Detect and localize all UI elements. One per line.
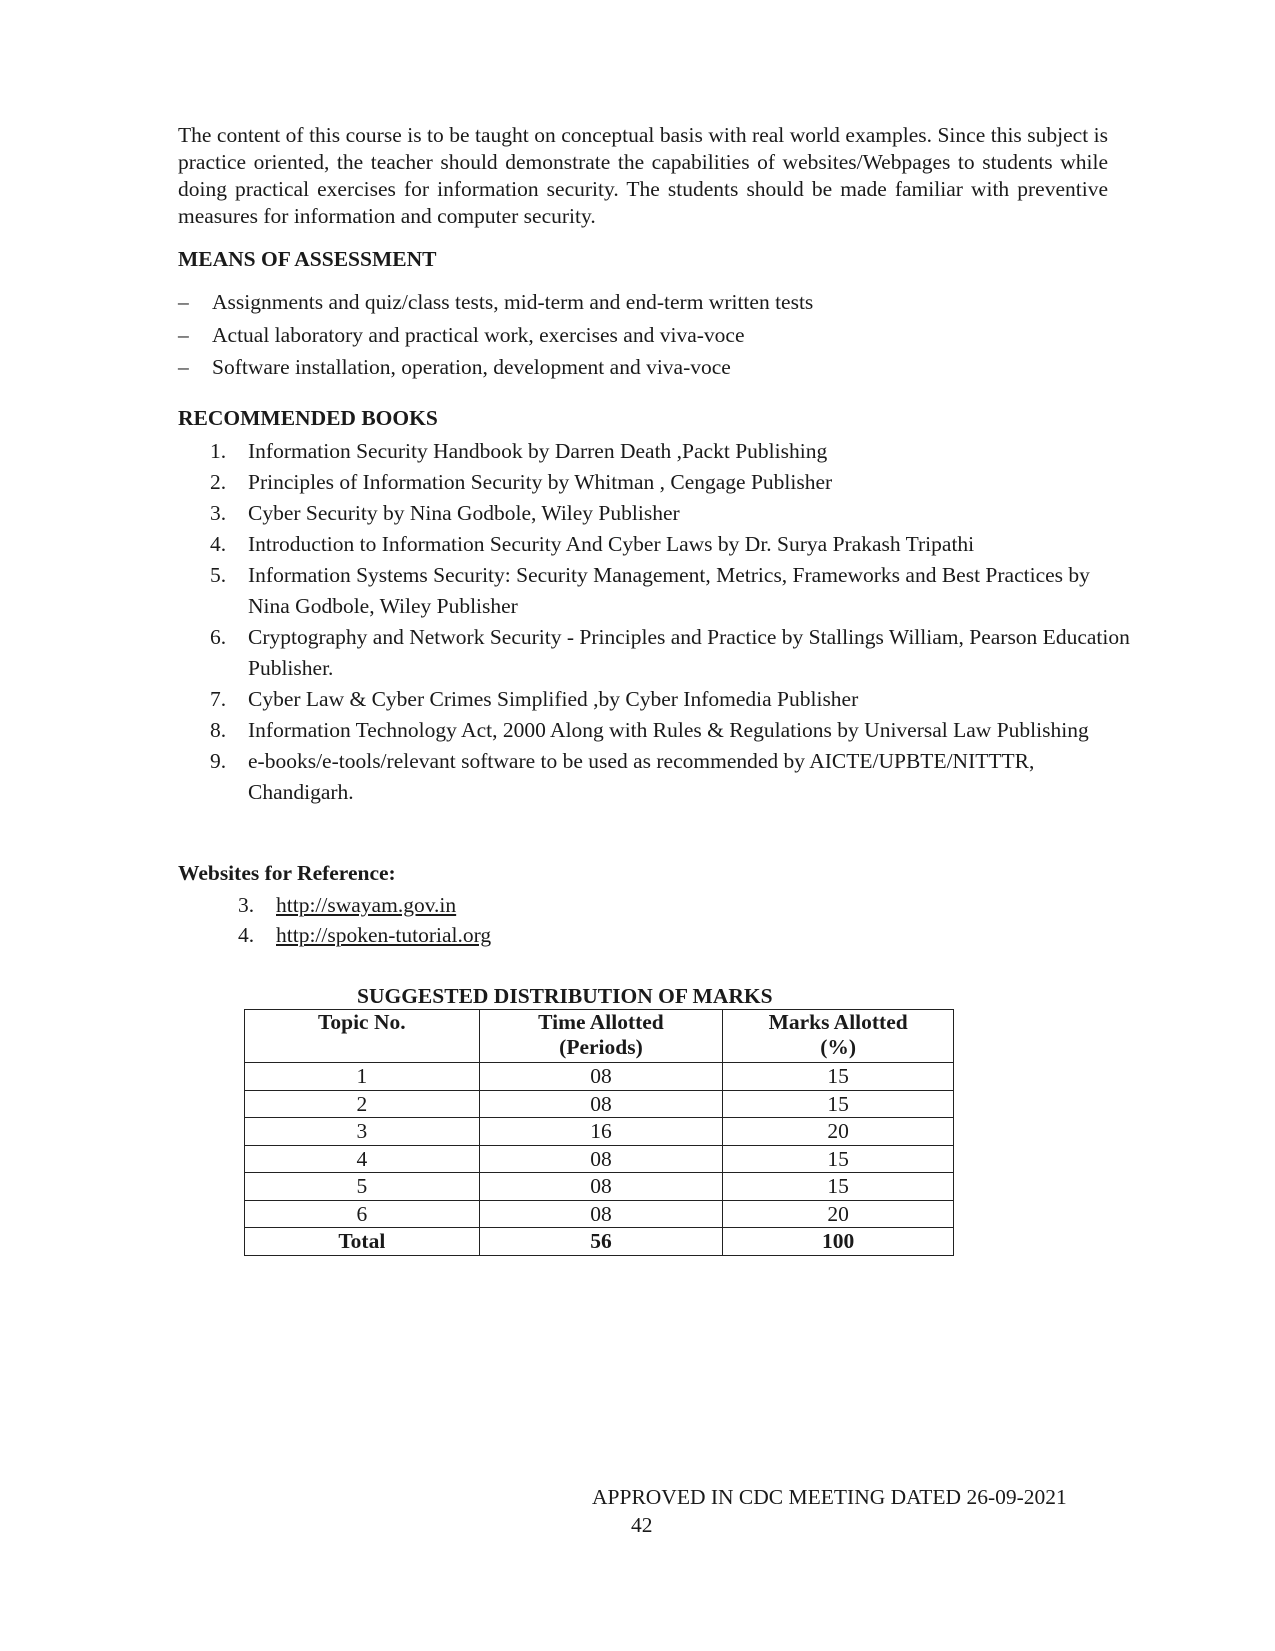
book-item — [210, 684, 1130, 715]
table-row — [245, 1118, 954, 1146]
intro-paragraph: The content of this course is to be taught on conceptual basis with real world examples. Since this subject is practice oriented, the teacher should demonstrate the capabilities of websites/Webpages to students while doing practical exercises for information security. The students should be made familiar with preventive measures for information and computer security. — [178, 123, 1108, 228]
book-text: Principles of Information Security by Whitman , Cengage Publisher — [248, 470, 833, 494]
book-text: Cyber Law & Cyber Crimes Simplified ,by Cyber Infomedia Publisher — [248, 687, 859, 711]
book-number: 1. — [210, 439, 227, 463]
table-cell: 56 — [479, 1228, 723, 1256]
table-row — [245, 1063, 954, 1091]
book-item — [210, 467, 1130, 498]
website-item — [238, 890, 491, 920]
book-text: Cryptography and Network Security - Principles and Practice by Stallings William, Pearson Education Publisher. — [248, 625, 1130, 680]
table-cell: 4 — [245, 1145, 480, 1173]
book-number: 7. — [210, 687, 227, 711]
book-item — [210, 715, 1130, 746]
assessment-item-text: Actual laboratory and practical work, exercises and viva-voce — [212, 322, 745, 347]
book-text: Cyber Security by Nina Godbole, Wiley Publisher — [248, 501, 680, 525]
book-text: e-books/e-tools/relevant software to be used as recommended by AICTE/UPBTE/NITTTR, Chandigarh. — [248, 749, 1035, 804]
assessment-item — [178, 319, 813, 352]
header-topic-no — [245, 1010, 480, 1063]
website-number: 4. — [238, 923, 255, 947]
header-marks-allotted — [723, 1010, 954, 1063]
table-cell: 16 — [479, 1118, 723, 1146]
assessment-item — [178, 286, 813, 319]
dash-bullet: – — [178, 322, 189, 347]
header-line: Time Allotted — [538, 1010, 664, 1034]
table-cell: 20 — [723, 1118, 954, 1146]
book-number: 9. — [210, 749, 227, 773]
table-cell: 08 — [479, 1063, 723, 1091]
header-line: Topic No. — [318, 1010, 406, 1034]
website-item — [238, 920, 491, 950]
book-text: Information Technology Act, 2000 Along with Rules & Regulations by Universal Law Publishing — [248, 718, 1089, 742]
table-cell: 08 — [479, 1090, 723, 1118]
book-text: Information Security Handbook by Darren Death ,Packt Publishing — [248, 439, 828, 463]
table-cell: 5 — [245, 1173, 480, 1201]
book-item — [210, 436, 1130, 467]
table-cell: 08 — [479, 1145, 723, 1173]
book-number: 5. — [210, 563, 227, 587]
marks-table-title: SUGGESTED DISTRIBUTION OF MARKS — [357, 984, 773, 1008]
table-cell: 15 — [723, 1063, 954, 1091]
table-cell: 15 — [723, 1173, 954, 1201]
table-cell: 08 — [479, 1200, 723, 1228]
book-number: 3. — [210, 501, 227, 525]
assessment-item-text: Software installation, operation, development and viva-voce — [212, 355, 731, 379]
table-cell: 3 — [245, 1118, 480, 1146]
book-item — [210, 560, 1130, 622]
website-number: 3. — [238, 893, 255, 917]
table-cell: 100 — [723, 1228, 954, 1256]
dash-bullet: – — [178, 290, 189, 314]
assessment-item — [178, 351, 813, 384]
header-line: (Periods) — [559, 1035, 643, 1059]
book-item — [210, 529, 1130, 560]
dash-bullet: – — [178, 355, 189, 379]
page-number: 42 — [631, 1513, 653, 1537]
book-text: Introduction to Information Security And Cyber Laws by Dr. Surya Prakash Tripathi — [248, 532, 975, 556]
header-line: (%) — [820, 1035, 857, 1059]
book-text: Information Systems Security: Security Management, Metrics, Frameworks and Best Practices by Nina Godbole, Wiley Publisher — [248, 563, 1090, 618]
book-item — [210, 746, 1130, 808]
table-row — [245, 1200, 954, 1228]
table-row — [245, 1173, 954, 1201]
websites-list — [238, 890, 491, 950]
websites-heading: Websites for Reference: — [178, 861, 396, 885]
header-time-allotted — [479, 1010, 723, 1063]
website-link-spoken-tutorial[interactable]: http://spoken-tutorial.org — [276, 923, 492, 947]
book-item — [210, 622, 1130, 684]
assessment-item-text: Assignments and quiz/class tests, mid-term and end-term written tests — [212, 290, 814, 314]
assessment-list — [178, 286, 813, 384]
table-total-row — [245, 1228, 954, 1256]
approval-footer: APPROVED IN CDC MEETING DATED 26-09-2021 — [592, 1485, 1067, 1509]
header-line: Marks Allotted — [768, 1010, 908, 1034]
marks-distribution-table — [244, 1009, 954, 1256]
book-number: 2. — [210, 470, 227, 494]
table-cell: Total — [245, 1228, 480, 1256]
table-cell: 2 — [245, 1090, 480, 1118]
table-row — [245, 1090, 954, 1118]
table-cell: 15 — [723, 1090, 954, 1118]
book-number: 6. — [210, 625, 227, 649]
website-link-swayam[interactable]: http://swayam.gov.in — [276, 893, 457, 917]
table-cell: 6 — [245, 1200, 480, 1228]
assessment-heading: MEANS OF ASSESSMENT — [178, 247, 437, 271]
table-row — [245, 1145, 954, 1173]
table-cell: 20 — [723, 1200, 954, 1228]
books-list — [210, 436, 1130, 808]
book-item — [210, 498, 1130, 529]
books-heading: RECOMMENDED BOOKS — [178, 406, 438, 430]
book-number: 4. — [210, 532, 227, 556]
table-cell: 15 — [723, 1145, 954, 1173]
book-number: 8. — [210, 718, 227, 742]
table-header-row — [245, 1010, 954, 1063]
table-cell: 1 — [245, 1063, 480, 1091]
table-cell: 08 — [479, 1173, 723, 1201]
